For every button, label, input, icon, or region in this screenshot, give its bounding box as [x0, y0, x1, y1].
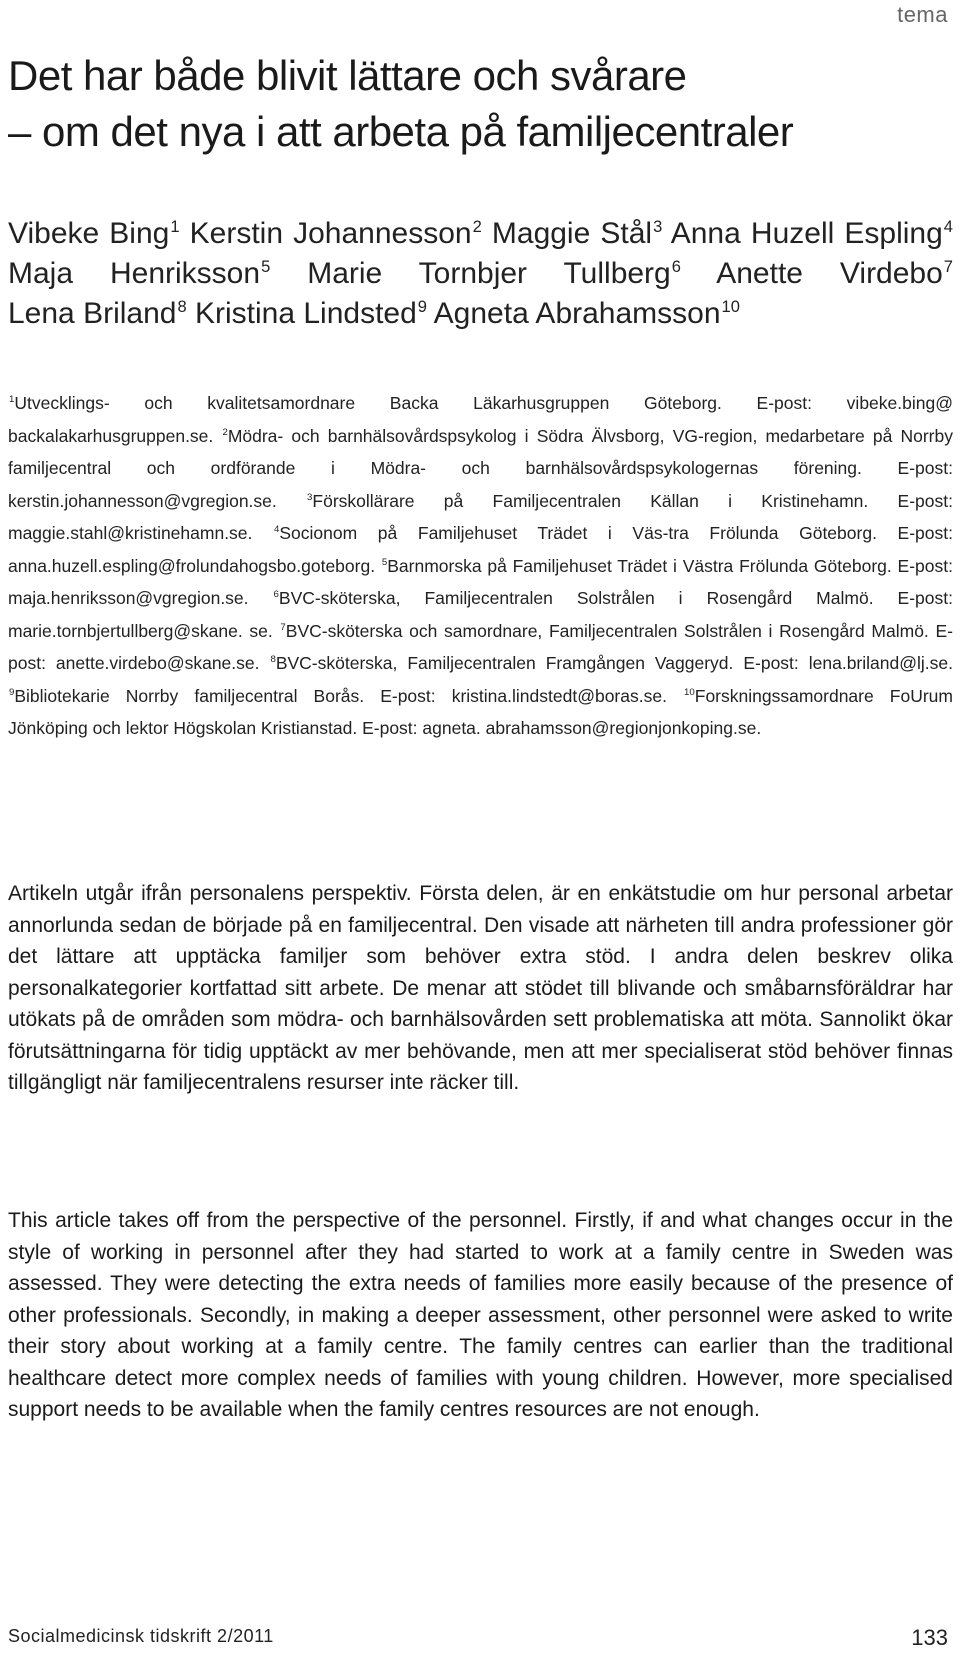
affiliation-item: $^7$BVC-sköterska och samordnare, Familjecentralen Solstrålen i Rosengård Malmö. E-post: anette.virdebo@skane.se. — [8, 620, 953, 673]
abstract-english: This article takes off from the perspective of the personnel. Firstly, if and what changes occur in the style of working in personnel after they had started to work at a family centre in Sweden was assessed. They were detecting the extra needs of families more easily because of the presence of other professionals. Secondly, in making a deeper assessment, other personnel were asked to write their story about working at a family centre. The family centres can earlier than the traditional healthcare detect more complex needs of families with young children. However, more specialised support needs to be available when the family centres resources are not enough. — [8, 1209, 953, 1421]
section-label: tema — [897, 2, 948, 27]
author-name: Kristina Lindsted$^9$ — [195, 297, 427, 330]
affiliation-item: $^3$Förskollärare på Familjecentralen Källan i Kristinehamn. E-post: maggie.stahl@kristinehamn.se. — [8, 490, 953, 543]
author-name: Maggie Stål$^3$ — [491, 217, 663, 250]
affiliation-item: $^5$Barnmorska på Familjehuset Trädet i Västra Frölunda Göteborg. E-post: maja.henriksson@vgregion.se. — [8, 555, 953, 608]
article-title — [8, 48, 953, 160]
affiliation-ref: 3 — [307, 491, 313, 503]
author-ref: 3 — [653, 218, 663, 236]
affiliation-ref: 2 — [222, 426, 228, 438]
author-name: Agneta Abrahamsson$^{10}$ — [433, 297, 740, 330]
affiliation-item: $^2$Mödra- och barnhälsovårdspsykolog i Södra Älvsborg, VG-region, medarbetare på Norrby familjecentral och ordförande i Mödra- och barnhälsovårdspsykologernas förening. E-post: kerstin.johannesson@vgregion.se. — [8, 425, 953, 511]
author-name: Anette Virdebo$^7$ — [716, 257, 953, 290]
author-list — [8, 214, 953, 334]
page-number: 133 — [911, 1625, 948, 1650]
affiliation-ref: 6 — [273, 589, 279, 601]
author-ref: 4 — [943, 218, 953, 236]
affiliation-item: $^6$BVC-sköterska, Familjecentralen Solstrålen i Rosengård Malmö. E-post: marie.tornbjertullberg@skane. se. — [8, 588, 953, 641]
author-ref: 7 — [943, 258, 953, 276]
affiliation-item: $^9$Bibliotekarie Norrby familjecentral Borås. E-post: kristina.lindstedt@boras.se. — [9, 685, 667, 706]
author-ref: 8 — [177, 298, 187, 316]
affiliation-ref: 1 — [9, 394, 15, 406]
article-title-line-2: – om det nya i att arbeta på familjecentraler — [8, 108, 794, 155]
affiliation-item: $^4$Socionom på Familjehuset Trädet i Väs-tra Frölunda Göteborg. E-post: anna.huzell.espling@frolundahogsbo.goteborg. — [8, 523, 953, 576]
author-name: Marie Tornbjer Tullberg$^6$ — [307, 257, 681, 290]
author-ref: 1 — [170, 218, 180, 236]
author-name: Kerstin Johannesson$^2$ — [189, 217, 482, 250]
affiliation-ref: 7 — [280, 621, 286, 633]
affiliation-ref: 8 — [270, 654, 276, 666]
affiliation-ref: 5 — [381, 556, 388, 568]
affiliation-item: $^{10}$Forskningssamordnare FoUrum Jönköping och lektor Högskolan Kristianstad. E-post: agneta. abrahamsson@regionjonkoping.se. — [8, 685, 953, 738]
author-ref: 2 — [472, 218, 482, 236]
author-ref: 9 — [417, 298, 427, 316]
abstract-swedish: Artikeln utgår ifrån personalens perspektiv. Första delen, är en enkätstudie om hur personal arbetar annorlunda sedan de började på en familjecentral. Den visade att närheten till andra professioner gör det lättare att upptäcka familjer som behöver extra stöd. I andra delen beskrev olika personalkategorier kortfattad sitt arbete. De menar att stödet till blivande och småbarnsföräldrar har utökats på de områden som mödra- och barnhälsovården sett problematiska att möta. Sannolikt ökar förutsättningarna för tidig upptäckt av mer behövande, men att mer specialiserat stöd behöver finnas tillgängligt när familjecentralens resurser inte räcker till. — [8, 882, 953, 1094]
author-ref: 10 — [721, 298, 740, 316]
footer-journal-title: Socialmedicinsk tidskrift 2/2011 — [8, 1626, 274, 1646]
affiliation-ref: 9 — [9, 686, 15, 698]
author-name: Vibeke Bing$^1$ — [8, 217, 180, 250]
author-ref: 5 — [261, 258, 271, 276]
author-name: Lena Briland$^8$ — [8, 297, 187, 330]
affiliation-item: $^1$Utvecklings- och kvalitetsamordnare Backa Läkarhusgruppen Göteborg. E-post: vibeke.bing@ backalakarhusgruppen.se. — [8, 393, 953, 446]
article-title-line-1: Det har både blivit lättare och svårare — [8, 52, 687, 99]
affiliation-ref: 10 — [684, 686, 695, 698]
affiliation-ref: 4 — [274, 524, 280, 536]
author-name: Anna Huzell Espling$^4$ — [670, 217, 953, 250]
affiliations — [8, 387, 953, 745]
author-ref: 6 — [671, 258, 681, 276]
affiliation-item: $^8$BVC-sköterska, Familjecentralen Framgången Vaggeryd. E-post: lena.briland@lj.se. — [270, 653, 953, 673]
author-name: Maja Henriksson$^5$ — [8, 257, 271, 290]
